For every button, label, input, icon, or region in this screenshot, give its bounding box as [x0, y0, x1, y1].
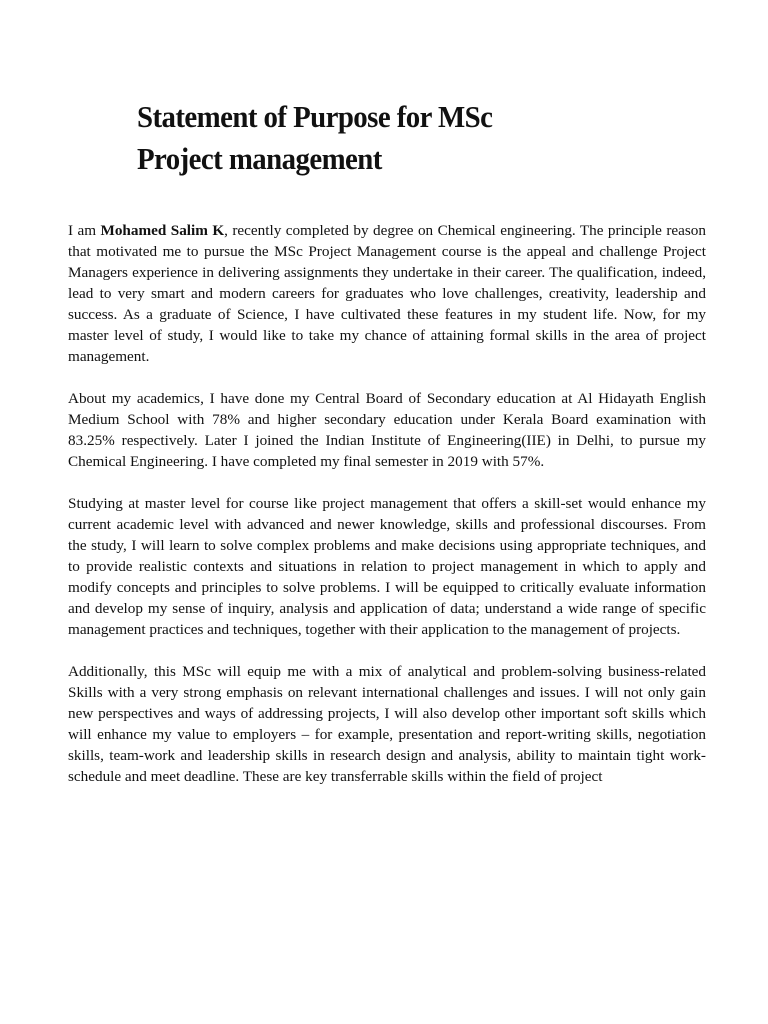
title-line-1: Statement of Purpose for MSc: [137, 99, 493, 134]
document-body: [68, 220, 706, 787]
paragraph-skills: Additionally, this MSc will equip me with a mix of analytical and problem-solving business-related Skills with a very strong emphasis on relevant international challenges and issues. I will not only gain new perspectives and ways of addressing projects, I will also develop other important soft skills which will enhance my value to employers – for example, presentation and report-writing skills, negotiation skills, team-work and leadership skills in research design and analysis, ability to maintain tight work-schedule and meet deadline. These are key transferrable skills within the field of project: [68, 663, 706, 785]
intro-text: I am: [68, 222, 101, 239]
paragraph-introduction: [68, 220, 706, 367]
intro-rest-text: , recently completed by degree on Chemical engineering. The principle reason that motivated me to pursue the MSc Project Management course is the appeal and challenge Project Managers experience in delivering assignments they undertake in their career. The qualification, indeed, lead to very smart and modern careers for graduates who love challenges, creativity, leadership and success. As a graduate of Science, I have cultivated these features in my student life. Now, for my master level of study, I would like to take my chance of attaining formal skills in the area of project management.: [68, 222, 706, 365]
document-title: [137, 96, 621, 180]
paragraph-academics: About my academics, I have done my Central Board of Secondary education at Al Hidayath English Medium School with 78% and higher secondary education under Kerala Board examination with 83.25% respectively. Later I joined the Indian Institute of Engineering(IIE) in Delhi, to pursue my Chemical Engineering. I have completed my final semester in 2019 with 57%.: [68, 390, 706, 470]
applicant-name: Mohamed Salim K: [100, 222, 225, 239]
paragraph-study-goals: Studying at master level for course like project management that offers a skill-set would enhance my current academic level with advanced and newer knowledge, skills and professional discourses. From the study, I will learn to solve complex problems and make decisions using appropriate techniques, and to provide realistic contexts and situations in relation to project management in which to apply and modify concepts and principles to solve problems. I will be equipped to critically evaluate information and develop my sense of inquiry, analysis and application of data; understand a wide range of specific management practices and techniques, together with their application to the management of projects.: [68, 495, 706, 638]
title-line-2: Project management: [137, 141, 382, 176]
